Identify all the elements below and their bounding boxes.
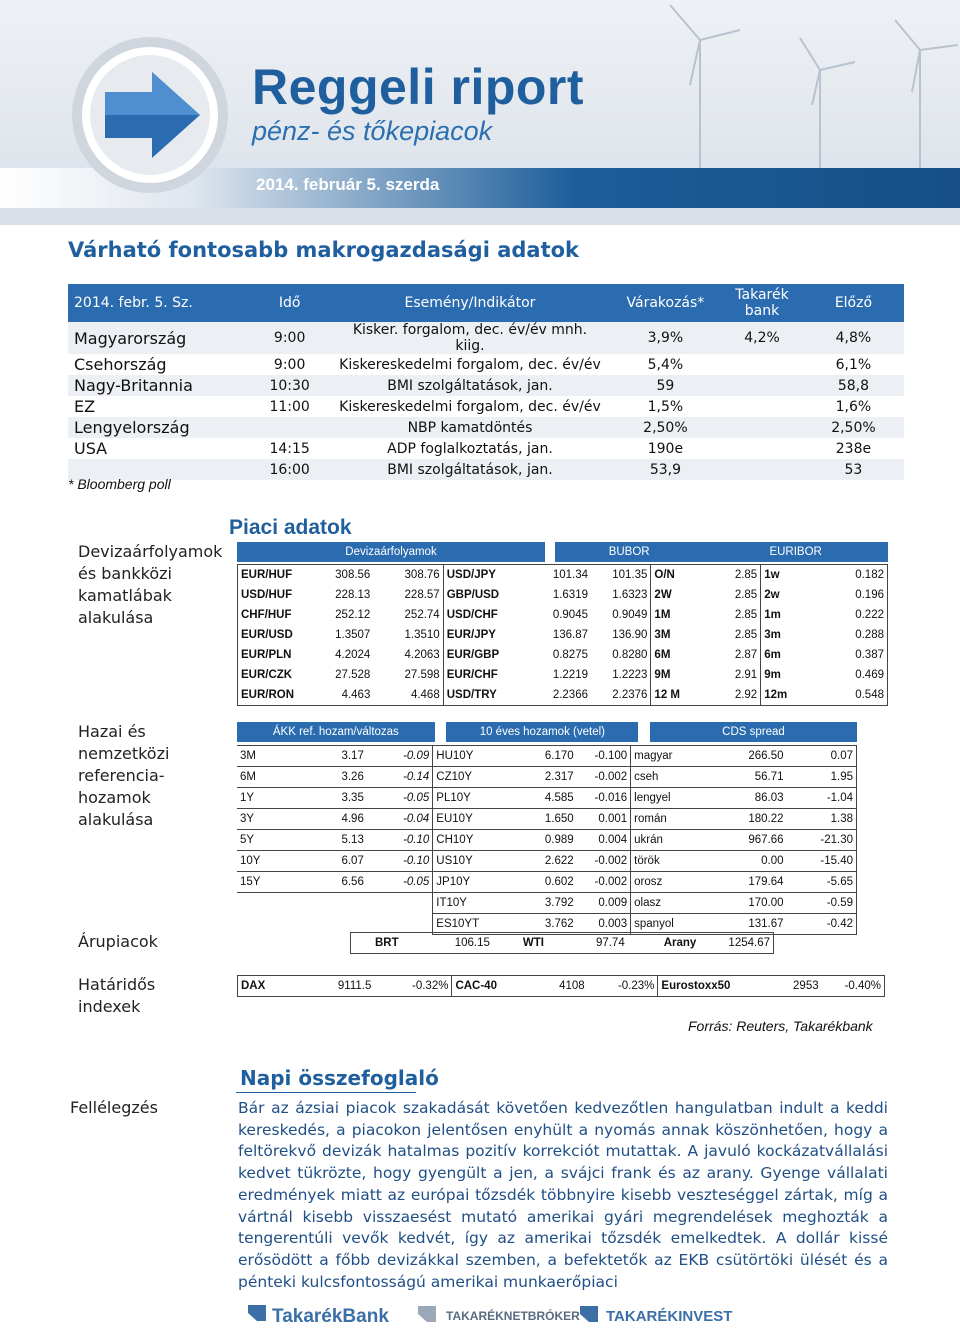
akk-change: -0.10 (367, 830, 433, 851)
fx-bid: 0.9045 (552, 609, 588, 621)
report-title: Reggeli riport (252, 59, 585, 115)
index-eurostoxx-value: 2953 (793, 980, 819, 992)
macro-row (68, 354, 904, 375)
euribor-tenor: 9m (764, 669, 781, 681)
summary-side-label: Fellélegzés (70, 1098, 158, 1117)
yield-header-table (237, 722, 857, 742)
fx-pair: GBP/USD (446, 589, 500, 601)
bond-name: JP10Y (433, 872, 519, 893)
akk-change: -0.05 (367, 788, 433, 809)
fx-ask: 252.74 (373, 605, 443, 625)
macro-col-takarek: Takarék bank (721, 284, 803, 322)
fx-ask: 308.76 (373, 565, 443, 586)
macro-previous: 4,8% (803, 322, 904, 354)
index-dax: DAX (241, 980, 266, 992)
akk-tenor: 3M (237, 746, 307, 767)
euribor-rate: 0.288 (855, 629, 884, 641)
bond-yield: 2.317 (519, 767, 577, 788)
akk-tenor: 5Y (237, 830, 307, 851)
fx-pair: EUR/CZK (241, 669, 293, 681)
macro-country: Csehország (74, 355, 167, 374)
fx-ask: 1.2223 (591, 665, 651, 685)
commodity-wti: WTI (522, 937, 544, 949)
bubor-rate: 2.91 (719, 665, 761, 685)
fx-bid: 136.87 (552, 629, 588, 641)
macro-takarek (721, 459, 803, 480)
euribor-rate: 0.469 (855, 669, 884, 681)
fx-pair: USD/HUF (241, 589, 293, 601)
yield-row (237, 851, 857, 872)
fx-pair: EUR/JPY (446, 629, 496, 641)
summary-text: Bár az ázsiai piacok szakadását követően kedvezőtlen hangulatban indult a keddi kereskedés, a piacokon jelentősen enyhült a nyomás annak köszönhetően, hogy a feltörekvő devizák hatalmas pozitív korrekciót mutattak. A javuló kockázatvállalási kedvet tükrözte, hogy gyengült a jen, a svájci frank és az arany. Gyenge vállalati eredmények miatt az európai tőzsdék többnyire kisebb veszteséggel zártak, míg a vártnál kisebb visszaesést mutató amerikai gyári megrendelések meghozták a tengerentúli vevők kedvét, így az amerikai tőzsdék emelkedtek. A dollár kissé erősödött a főbb devizákkal szemben, a befektetők az EKB csütörtöki ülését és a pénteki kulcsfontosságú amerikai munkaerőpiaci (238, 1099, 888, 1291)
fx-bid: 27.528 (335, 669, 371, 681)
cds-header: CDS spread (650, 722, 857, 742)
euribor-header: EURIBOR (703, 542, 888, 562)
fx-pair: USD/JPY (446, 569, 496, 581)
cds-change: 1.95 (787, 767, 857, 788)
cds-value: 86.03 (711, 788, 787, 809)
macro-col-previous: Előző (803, 284, 904, 322)
bond-name: IT10Y (433, 893, 519, 914)
bubor-rate: 2.92 (719, 685, 761, 706)
cds-value: 170.00 (711, 893, 787, 914)
cds-change: -5.65 (787, 872, 857, 893)
macro-col-date: 2014. febr. 5. Sz. (68, 284, 249, 322)
cds-country: lengyel (631, 788, 711, 809)
macro-expectation: 2,50% (610, 417, 722, 438)
akk-yield: 5.13 (307, 830, 367, 851)
macro-event: Kiskereskedelmi forgalom, dec. év/év (339, 398, 601, 415)
bond-yield: 4.585 (519, 788, 577, 809)
bubor-rate: 2.85 (719, 565, 761, 586)
netbroker-logo-icon (416, 1302, 438, 1324)
yield-row (237, 746, 857, 767)
commodity-section-label: Árupiacok (78, 932, 158, 951)
macro-time (249, 417, 330, 438)
yields-table (237, 745, 857, 935)
euribor-tenor: 1m (764, 609, 781, 621)
macro-row (68, 322, 904, 354)
bond-name: CZ10Y (433, 767, 519, 788)
euribor-rate: 0.222 (855, 609, 884, 621)
akk-change: -0.04 (367, 809, 433, 830)
footer-logo-takarekbank: TakarékBank (272, 1306, 389, 1327)
macro-event: Kisker. forgalom, dec. év/év mnh. kiig. (330, 322, 609, 354)
bubor-tenor: 12 M (654, 689, 680, 701)
akk-change: -0.05 (367, 872, 433, 893)
index-dax-change: -0.32% (374, 976, 452, 997)
macro-row (68, 438, 904, 459)
cds-change: 0.07 (787, 746, 857, 767)
euribor-rate: 0.548 (855, 689, 884, 701)
bond-yield: 0.989 (519, 830, 577, 851)
summary-title-underline (236, 1092, 416, 1093)
fx-bid: 1.3507 (335, 629, 371, 641)
fx-bid: 308.56 (335, 569, 371, 581)
macro-time: 14:15 (269, 440, 310, 457)
bubor-tenor: 1M (654, 609, 671, 621)
fx-ask: 136.90 (591, 625, 651, 645)
macro-country: Nagy-Britannia (68, 375, 249, 396)
takarekbank-logo-icon (246, 1301, 268, 1325)
macro-time: 9:00 (249, 322, 330, 354)
akk-tenor: 10Y (237, 851, 307, 872)
index-eurostoxx-change: -0.40% (844, 980, 881, 992)
macro-country: Magyarország (68, 322, 249, 354)
euribor-tenor: 2w (764, 589, 780, 601)
fx-row (238, 565, 888, 586)
macro-expectation: 59 (610, 375, 722, 396)
euribor-tenor: 3m (764, 629, 781, 641)
fx-row (238, 605, 888, 625)
fx-pair: EUR/CHF (446, 669, 498, 681)
cds-country: török (631, 851, 711, 872)
fx-bid: 1.6319 (552, 589, 588, 601)
bubor-header: BUBOR (555, 542, 703, 562)
commodities-table (350, 932, 774, 954)
index-cac-change: -0.23% (588, 976, 658, 997)
fx-ask: 4.2063 (373, 645, 443, 665)
fx-bid: 0.8275 (552, 649, 588, 661)
macro-previous: 58,8 (803, 375, 904, 396)
euribor-rate: 0.196 (855, 589, 884, 601)
akk-tenor: 15Y (237, 872, 307, 893)
bubor-rate: 2.87 (719, 645, 761, 665)
macro-country: USA (74, 439, 108, 458)
yield-row (237, 809, 857, 830)
macro-event: BMI szolgáltatások, jan. (330, 375, 609, 396)
macro-col-time: Idő (249, 284, 330, 322)
fx-pair: USD/TRY (446, 689, 497, 701)
macro-footnote: * Bloomberg poll (68, 476, 171, 492)
cds-country: román (631, 809, 711, 830)
euribor-rate: 0.182 (855, 569, 884, 581)
commodity-brent: BRT (375, 937, 399, 949)
akk-tenor: 1Y (237, 788, 307, 809)
euribor-rate: 0.387 (855, 649, 884, 661)
macro-event: Kiskereskedelmi forgalom, dec. év/év (339, 356, 601, 373)
macro-takarek (721, 354, 803, 375)
fx-row (238, 645, 888, 665)
fx-ask: 4.468 (373, 685, 443, 706)
bond-name: ES10YT (433, 914, 519, 935)
commodity-wti-price: 97.74 (595, 937, 625, 949)
bond-yield: 0.602 (519, 872, 577, 893)
fx-header-row (237, 542, 888, 562)
macro-section-title: Várható fontosabb makrogazdasági adatok (68, 238, 580, 262)
akk-yield: 6.07 (307, 851, 367, 872)
macro-event: BMI szolgáltatások, jan. (330, 459, 609, 480)
bond-change: -0.002 (577, 872, 631, 893)
macro-takarek: 4,2% (721, 322, 803, 354)
fx-pair: EUR/GBP (446, 649, 500, 661)
bond-yield: 3.792 (519, 893, 577, 914)
cds-change: -0.42 (787, 914, 857, 935)
macro-expectation: 5,4% (647, 356, 684, 373)
fx-pair: USD/CHF (446, 609, 498, 621)
cds-change: -21.30 (787, 830, 857, 851)
fx-rates-body (237, 564, 888, 706)
fx-pair: CHF/HUF (241, 609, 292, 621)
macro-expectation: 3,9% (610, 322, 722, 354)
fx-pair: EUR/HUF (241, 569, 293, 581)
macro-row (68, 417, 904, 438)
macro-previous: 53 (803, 459, 904, 480)
bond-change: -0.016 (577, 788, 631, 809)
macro-calendar-table (68, 284, 904, 480)
cds-value: 131.67 (711, 914, 787, 935)
macro-row (68, 375, 904, 396)
footer-logo-invest: TAKARÉKINVEST (606, 1308, 733, 1325)
macro-expectation: 190e (647, 440, 684, 457)
akk-tenor: 6M (237, 767, 307, 788)
bond-change: 0.004 (577, 830, 631, 851)
yield-row (237, 893, 857, 914)
cds-country: magyar (631, 746, 711, 767)
bond-name: EU10Y (433, 809, 519, 830)
market-section-title: Piaci adatok (229, 516, 352, 539)
fx-row (238, 665, 888, 685)
bond-yield: 1.650 (519, 809, 577, 830)
fx-pair: EUR/RON (241, 689, 295, 701)
macro-takarek (721, 375, 803, 396)
euribor-tenor: 12m (764, 689, 788, 701)
cds-change: -15.40 (787, 851, 857, 872)
cds-value: 180.22 (711, 809, 787, 830)
bubor-tenor: 6M (654, 649, 671, 661)
bubor-rate: 2.85 (719, 605, 761, 625)
macro-country: Lengyelország (68, 417, 249, 438)
cds-country: ukrán (631, 830, 711, 851)
fx-header: Devizaárfolyamok (237, 542, 545, 562)
bond-yield: 2.622 (519, 851, 577, 872)
macro-time: 9:00 (273, 356, 306, 373)
bubor-rate: 2.85 (719, 625, 761, 645)
bubor-tenor: O/N (654, 569, 675, 581)
akk-tenor: 3Y (237, 809, 307, 830)
bond-name: PL10Y (433, 788, 519, 809)
bond-yield: 6.170 (519, 746, 577, 767)
fx-ask: 0.8280 (591, 645, 651, 665)
yield-section-label: Hazai és nemzetközi referencia-hozamok alakulása (78, 722, 170, 829)
yield-row (237, 872, 857, 893)
commodity-gold: Arany (663, 937, 697, 949)
bubor-tenor: 2W (654, 589, 672, 601)
macro-time: 11:00 (269, 398, 310, 415)
yield-row (237, 767, 857, 788)
arrow-logo-icon (70, 30, 230, 200)
macro-takarek (721, 396, 803, 417)
cds-change: 1.38 (787, 809, 857, 830)
macro-event: NBP kamatdöntés (330, 417, 609, 438)
bubor-tenor: 3M (654, 629, 671, 641)
cds-value: 179.64 (711, 872, 787, 893)
fx-ask: 1.6323 (591, 585, 651, 605)
akk-yield: 6.56 (307, 872, 367, 893)
bubor-rate: 2.85 (719, 585, 761, 605)
bond-name: HU10Y (433, 746, 519, 767)
bond-name: US10Y (433, 851, 519, 872)
source-note: Forrás: Reuters, Takarékbank (688, 1018, 873, 1034)
euribor-tenor: 1w (764, 569, 780, 581)
fx-ask: 0.9049 (591, 605, 651, 625)
index-cac: CAC-40 (455, 980, 497, 992)
invest-logo-icon (578, 1302, 600, 1324)
akk-change: -0.14 (367, 767, 433, 788)
akk-change: -0.10 (367, 851, 433, 872)
fx-ask: 2.2376 (591, 685, 651, 706)
index-cac-value: 4108 (559, 980, 585, 992)
cds-country: spanyol (631, 914, 711, 935)
bond-change: 0.001 (577, 809, 631, 830)
commodity-gold-price: 1254.67 (728, 937, 770, 949)
summary-title: Napi összefoglaló (240, 1066, 439, 1090)
macro-takarek (721, 417, 803, 438)
index-eurostoxx: Eurostoxx50 (661, 980, 731, 992)
fx-pair: EUR/PLN (241, 649, 292, 661)
akk-yield: 4.96 (307, 809, 367, 830)
yield-row (237, 788, 857, 809)
bond-change: 0.003 (577, 914, 631, 935)
commodity-row (351, 933, 774, 954)
macro-time: 10:30 (249, 375, 330, 396)
macro-row (68, 459, 904, 480)
fx-bid: 252.12 (335, 609, 371, 621)
fx-bid: 4.463 (341, 689, 371, 701)
akk-yield: 3.17 (307, 746, 367, 767)
macro-time: 16:00 (249, 459, 330, 480)
cds-value: 0.00 (711, 851, 787, 872)
macro-col-event: Esemény/Indikátor (330, 284, 609, 322)
macro-previous: 1,6% (835, 398, 872, 415)
akk-yield: 3.35 (307, 788, 367, 809)
macro-expectation: 1,5% (647, 398, 684, 415)
cds-value: 266.50 (711, 746, 787, 767)
ten-year-header: 10 éves hozamok (vetel) (446, 722, 638, 742)
fx-ask: 101.35 (591, 565, 651, 586)
akk-yield: 3.26 (307, 767, 367, 788)
macro-expectation: 53,9 (610, 459, 722, 480)
cds-value: 56.71 (711, 767, 787, 788)
fx-bid: 101.34 (552, 569, 588, 581)
macro-header-row (68, 284, 904, 322)
macro-previous: 2,50% (803, 417, 904, 438)
euribor-tenor: 6m (764, 649, 781, 661)
fx-ask: 27.598 (373, 665, 443, 685)
bond-name: CH10Y (433, 830, 519, 851)
bond-change: 0.009 (577, 893, 631, 914)
report-subtitle: pénz- és tőkepiacok (252, 116, 493, 146)
fx-bid: 4.2024 (335, 649, 371, 661)
fx-ask: 1.3510 (373, 625, 443, 645)
macro-event: ADP foglalkoztatás, jan. (387, 440, 553, 457)
bond-change: -0.100 (577, 746, 631, 767)
macro-country: EZ (74, 397, 96, 416)
cds-change: -0.59 (787, 893, 857, 914)
yield-header-row (237, 722, 857, 742)
futures-index-table (237, 975, 885, 997)
index-section-label: Határidős indexek (78, 975, 156, 1016)
report-date: 2014. február 5. szerda (256, 175, 440, 194)
footer-logo-netbroker: TAKARÉKNETBRÓKER (446, 1309, 580, 1323)
akk-change: -0.09 (367, 746, 433, 767)
yield-row (237, 830, 857, 851)
fx-pair: EUR/USD (241, 629, 293, 641)
akk-header: ÁKK ref. hozam/változas (237, 722, 435, 742)
fx-row (238, 585, 888, 605)
fx-bid: 2.2366 (552, 689, 588, 701)
cds-value: 967.66 (711, 830, 787, 851)
commodity-brent-price: 106.15 (454, 937, 490, 949)
fx-bid: 1.2219 (552, 669, 588, 681)
cds-change: -1.04 (787, 788, 857, 809)
index-dax-value: 9111.5 (337, 980, 372, 992)
fx-rates-table (237, 542, 888, 562)
bond-yield: 3.762 (519, 914, 577, 935)
macro-row (68, 396, 904, 417)
fx-bid: 228.13 (335, 589, 371, 601)
cds-country: cseh (631, 767, 711, 788)
index-row (238, 976, 885, 997)
bond-change: -0.002 (577, 851, 631, 872)
cds-country: orosz (631, 872, 711, 893)
macro-previous: 6,1% (835, 356, 872, 373)
fx-row (238, 685, 888, 706)
fx-ask: 228.57 (373, 585, 443, 605)
fx-row (238, 625, 888, 645)
bubor-tenor: 9M (654, 669, 671, 681)
macro-takarek (721, 438, 803, 459)
macro-previous: 238e (835, 440, 872, 457)
fx-section-label: Devizaárfolyamok és bankközi kamatlábak alakulása (78, 542, 223, 627)
macro-col-expectation: Várakozás* (610, 284, 722, 322)
cds-country: olasz (631, 893, 711, 914)
bond-change: -0.002 (577, 767, 631, 788)
